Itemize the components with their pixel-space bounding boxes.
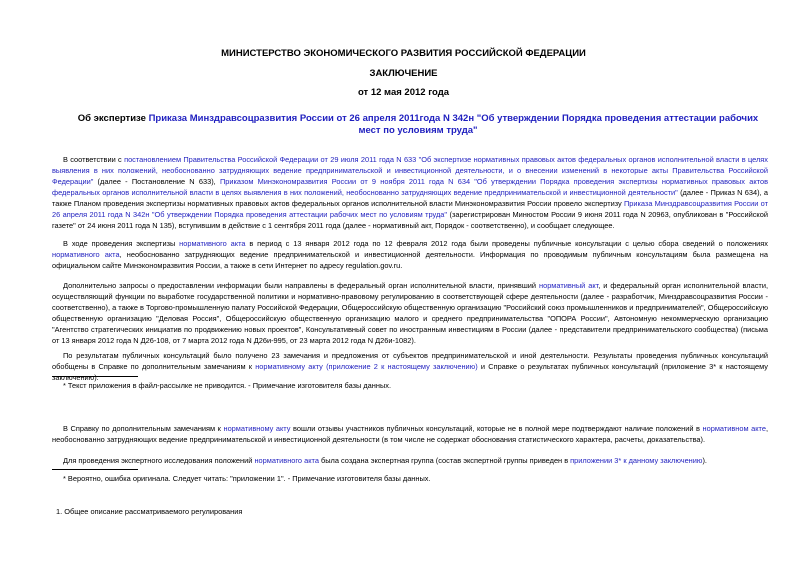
p4-text-1: По результатам публичных консультаций было получено 23 замечания и предложения от субъектов предпринимательской и иной деятельности. Результаты проведения публичных консультаций обобщены в Справке по дополнительным замечаниям к bbox=[52, 351, 768, 371]
section-heading: 1. Общее описание рассматриваемого регулирования bbox=[56, 507, 243, 516]
p3-text-2: , и федеральный орган исполнительной власти, осуществляющий функции по выработке государственной политики и нормативно-правовому регулированию в соответствующей сфере деятельности (далее - разработчик, Минздравсоцразвития России - соответственно), а также в Торгово-промышленную палату Российской Федерации, Общероссийскую общественную организацию "Российский союз промышленников и предпринимателей", Общероссийскую общественную организацию "Деловая Россия", Общероссийскую общественную организацию малого и среднего предпринимательства "ОПОРА России", Автономную некоммерческую организацию "Агентство стратегических инициатив по продвижению новых проектов", Консультативный совет по иностранным инвестициям в России (далее - представители предпринимательского сообщества) (письма от 13 января 2012 года N Д26-108, от 7 марта 2012 года N Д26и-995, от 23 марта 2012 года N Д26и-1082). bbox=[52, 281, 768, 345]
paragraph-reference bbox=[52, 423, 768, 445]
p5-text-1: В Справку по дополнительным замечаниям к bbox=[63, 424, 224, 433]
subject-prefix: Об экспертизе bbox=[77, 113, 149, 124]
normative-act-link[interactable]: нормативном акте bbox=[702, 424, 766, 433]
footnote-2: * Вероятно, ошибка оригинала. Следует читать: "приложении 1". - Примечание изготовителя базы данных. bbox=[63, 474, 431, 483]
p1-text-1: В соответствии с bbox=[63, 155, 125, 164]
p1-text-2: (далее - Постановление N 633), bbox=[93, 177, 220, 186]
footnote-1: * Текст приложения в файл-рассылке не приводится. - Примечание изготовителя базы данных. bbox=[63, 381, 392, 390]
footnote-divider bbox=[52, 376, 138, 377]
paragraph-results bbox=[52, 350, 768, 383]
footnote-divider bbox=[52, 469, 138, 470]
ministry-heading: МИНИСТЕРСТВО ЭКОНОМИЧЕСКОГО РАЗВИТИЯ РОССИЙСКОЙ ФЕДЕРАЦИИ bbox=[221, 48, 586, 59]
p5-text-2: вошли отзывы участников публичных консультаций, которые не в полной мере подтверждают наличие положений в bbox=[290, 424, 703, 433]
order-342n-link[interactable]: Приказа Минздравсоцразвития России от 26 апреля 2011 года N 342н "Об утверждении Порядка проведения аттестации рабочих мест по условиям труда" bbox=[52, 199, 769, 219]
order-634-link[interactable]: Приказом Минэкономразвития России от 9 ноября 2011 года N 634 "Об утверждении Порядка проведения экспертизы нормативных правовых актов федеральных органов исполнительной власти в целях выявления в них положений, необоснованно затрудняющих ведение предпринимательской и инвестиционной деятельности" bbox=[52, 177, 768, 197]
paragraph-basis bbox=[52, 154, 768, 231]
p6-text-1: Для проведения экспертного исследования положений bbox=[63, 456, 255, 465]
p2-text-3: , необоснованно затрудняющих ведение предпринимательской и инвестиционной деятельности. Информация по проводимым публичным консультациям была размещена на официальном сайте Минэкономразвития России, а также в сети Интернет по адресу regulation.gov.ru. bbox=[52, 250, 768, 270]
decree-633-link[interactable]: постановлением Правительства Российской Федерации от 29 июля 2011 года N 633 "Об экспертизе нормативных правовых актов федеральных органов исполнительной власти в целях выявления в них положений, необоснованно затрудняющих ведение предпринимательской и инвестиционной деятельности, и о внесении изменений в некоторые акты Правительства Российской Федерации" bbox=[52, 155, 768, 186]
p5-text-3: , необоснованно затрудняющих ведение предпринимательской и инвестиционной деятельности (в том числе не содержат обоснования статистического характера, расчеты, доказательства). bbox=[52, 424, 769, 444]
normative-act-link[interactable]: нормативного акта bbox=[179, 239, 246, 248]
p2-text-2: в период с 13 января 2012 года по 12 февраля 2012 года были проведены публичные консультации с целью сбора сведений о положениях bbox=[245, 239, 768, 248]
p1-text-4: (зарегистрирован Минюстом России 9 июня 2011 года N 20963, опубликован в "Российской газете" от 24 июня 2011 года N 135), вступившим в действие с 1 сентября 2011 года (далее - нормативный акт, Порядок - соответственно), и сообщает следующее. bbox=[52, 210, 768, 230]
normative-act-link[interactable]: нормативного акта bbox=[254, 456, 319, 465]
p6-text-3: ). bbox=[702, 456, 707, 465]
normative-act-link[interactable]: нормативный акт bbox=[539, 281, 599, 290]
appendix-2-link[interactable]: (приложение 2 к настоящему заключению) bbox=[326, 362, 478, 371]
normative-act-link[interactable]: нормативного акта bbox=[52, 250, 120, 259]
document-date: от 12 мая 2012 года bbox=[357, 87, 450, 98]
normative-act-link[interactable]: нормативному акту bbox=[255, 362, 323, 371]
normative-act-link[interactable]: нормативному акту bbox=[223, 424, 291, 433]
paragraph-consultations bbox=[52, 238, 768, 271]
paragraph-requests bbox=[52, 280, 768, 346]
p1-text-3: (далее - Приказ N 634), а также Планом проведения экспертизы нормативных правовых актов федеральных органов исполнительной власти Минэкономразвития России провело экспертизу bbox=[52, 188, 769, 208]
p6-text-2: была создана экспертная группа (состав экспертной группы приведен в bbox=[318, 456, 571, 465]
subject-order-link[interactable]: Приказа Минздравсоцразвития России от 26 апреля 2011года N 342н "Об утверждении Порядка проведения аттестации рабочих мест по условиям труда" bbox=[148, 113, 759, 136]
p2-text-1: В ходе проведения экспертизы bbox=[63, 239, 180, 248]
document-type-heading: ЗАКЛЮЧЕНИЕ bbox=[369, 68, 438, 79]
paragraph-expert-group bbox=[52, 455, 768, 466]
p4-text-3: и Справке о результатах публичных консультаций (приложение 3* к настоящему заключению). bbox=[52, 362, 769, 382]
appendix-3-link[interactable]: приложении 3* к данному заключению bbox=[570, 456, 703, 465]
document-subject bbox=[68, 113, 768, 137]
p3-text-1: Дополнительно запросы о предоставлении информации были направлены в федеральный орган исполнительной власти, принявший bbox=[63, 281, 539, 290]
